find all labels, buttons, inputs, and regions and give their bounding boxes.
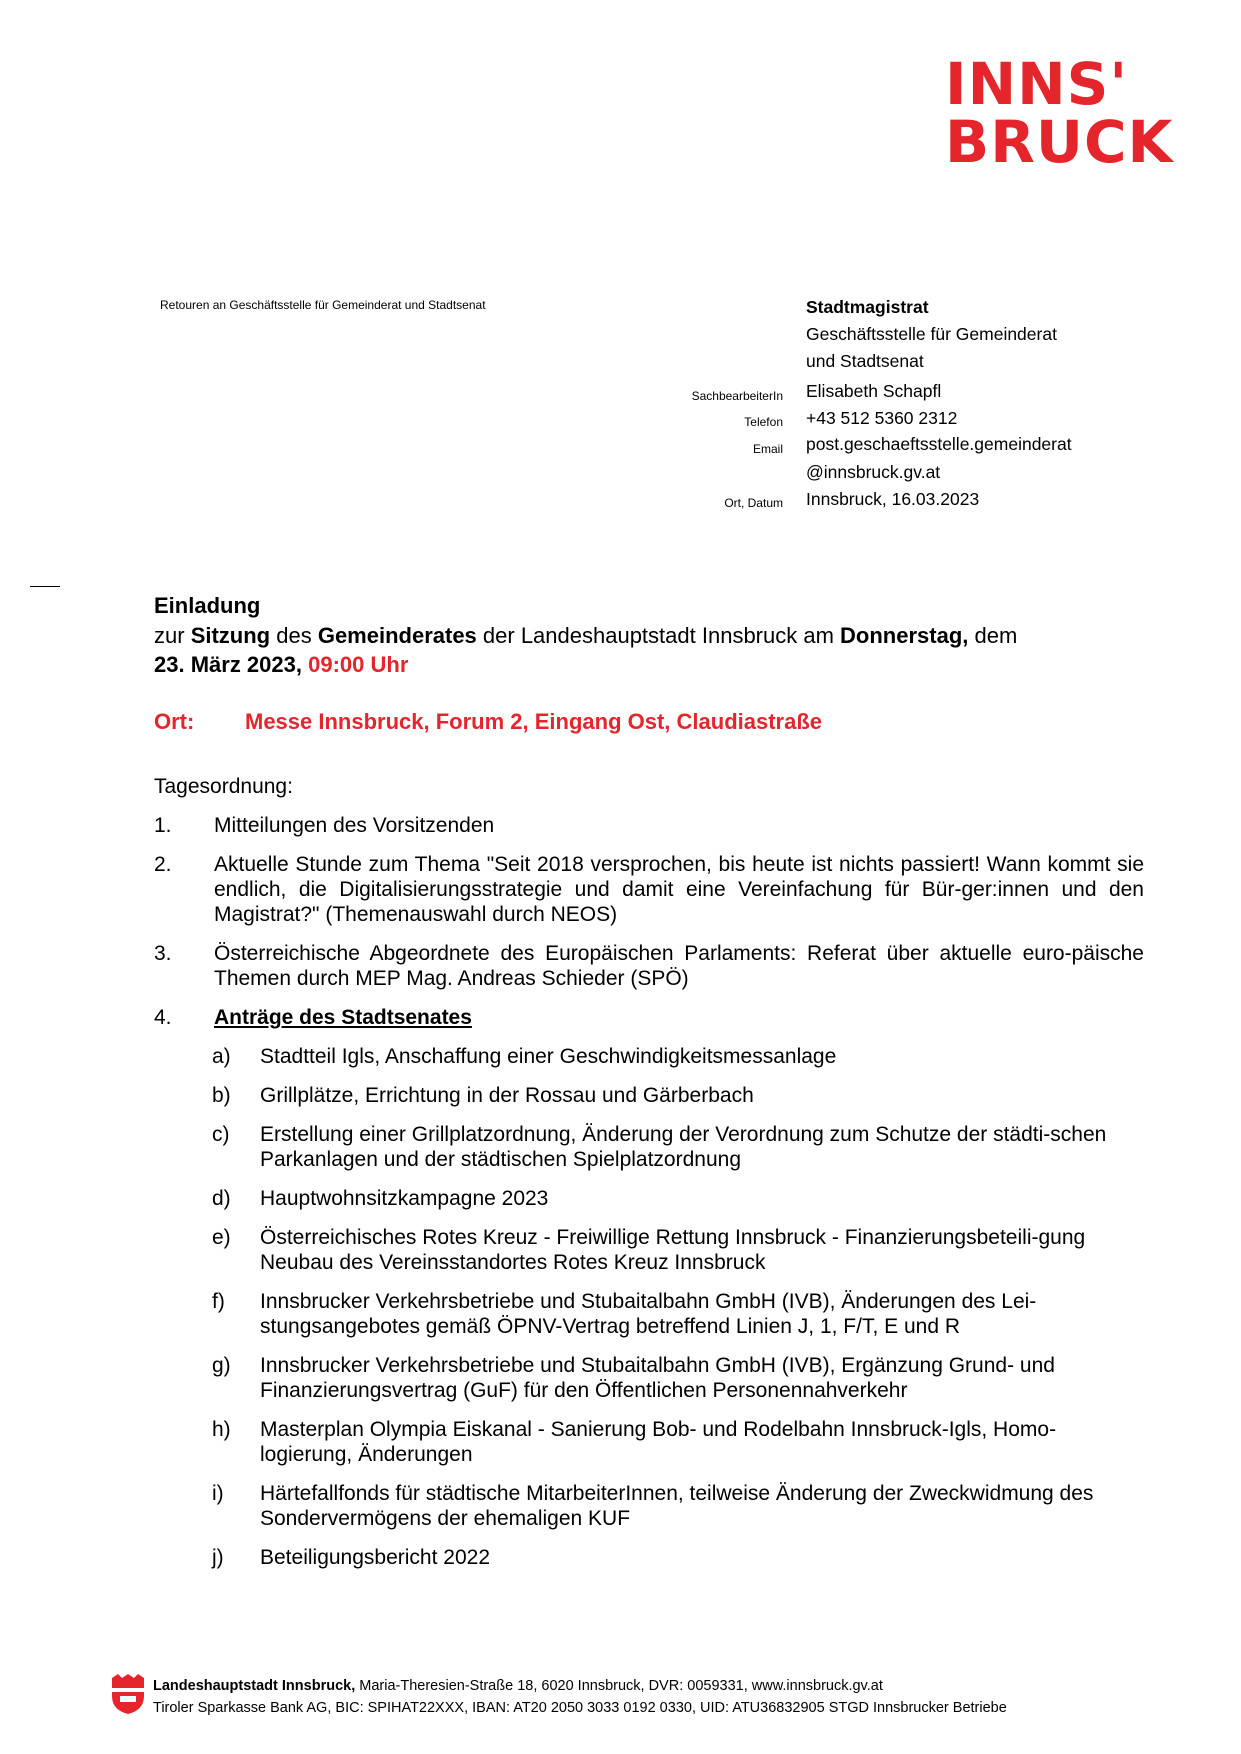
footer-address: Maria-Theresien-Straße 18, 6020 Innsbruck, DVR: 0059331, www.innsbruck.gv.at <box>355 1678 883 1694</box>
agenda-item-number: 2. <box>154 853 172 876</box>
agenda-item-number: 3. <box>154 942 172 965</box>
subitem-letter: e) <box>212 1226 231 1249</box>
meeting-date: 23. März 2023, <box>154 652 302 677</box>
footer <box>153 1675 1007 1719</box>
invitation-title: Einladung <box>154 593 261 618</box>
subitem-letter: f) <box>212 1290 225 1313</box>
return-address: Retouren an Geschäftsstelle für Gemeinderat und Stadtsenat <box>160 298 486 312</box>
invitation-line-2 <box>154 652 408 678</box>
agenda-item-text: Österreichische Abgeordnete des Europäischen Parlaments: Referat über aktuelle euro-päische Themen durch MEP Mag. Andreas Schieder (SPÖ) <box>214 942 1144 990</box>
sender-org: Stadtmagistrat <box>806 297 929 317</box>
sender-dept-1: Geschäftsstelle für Gemeinderat <box>806 324 1057 344</box>
city-crest-icon <box>110 1674 146 1714</box>
subitem-text: Hauptwohnsitzkampagne 2023 <box>260 1187 549 1210</box>
subitem-text: Stadtteil Igls, Anschaffung einer Geschwindigkeitsmessanlage <box>260 1045 837 1068</box>
label-email: Email <box>752 442 783 456</box>
agenda-subitem <box>154 1186 1144 1211</box>
inv-text-e: der Landeshauptstadt Innsbruck am <box>476 623 841 648</box>
inv-text-g: dem <box>968 623 1018 648</box>
subitem-text: Innsbrucker Verkehrsbetriebe und Stubaitalbahn GmbH (IVB), Änderungen des Lei-stungsangebotes gemäß ÖPNV-Vertrag betreffend Linien J, 1, F/T, E und R <box>260 1290 1037 1338</box>
subitem-letter: a) <box>212 1045 231 1068</box>
agenda <box>154 775 1144 1584</box>
inv-text-a: zur <box>154 623 191 648</box>
agenda-subitem <box>154 1225 1144 1275</box>
agenda-item <box>154 1005 1144 1030</box>
agenda-item-number: 1. <box>154 814 172 837</box>
location-label: Ort: <box>154 709 195 734</box>
subitem-text-2: Neubau des Vereinsstandortes Rotes Kreuz Innsbruck <box>260 1251 766 1274</box>
logo-line-1: INNS' <box>945 50 1129 118</box>
subitem-text: Härtefallfonds für städtische MitarbeiterInnen, teilweise Änderung der Zweckwidmung des Sondervermögens der ehemaligen KUF <box>260 1482 1094 1530</box>
subitem-letter: j) <box>212 1546 224 1569</box>
agenda-title: Tagesordnung: <box>154 775 293 798</box>
sender-phone: +43 512 5360 2312 <box>806 408 958 428</box>
sender-person: Elisabeth Schapfl <box>806 381 942 401</box>
invitation-line-1 <box>154 623 1017 649</box>
sender-place-date: Innsbruck, 16.03.2023 <box>806 489 980 509</box>
footer-line-2: Tiroler Sparkasse Bank AG, BIC: SPIHAT22XXX, IBAN: AT20 2050 3033 0192 0330, UID: ATU36832905 STGD Innsbrucker Betriebe <box>153 1700 1007 1716</box>
inv-text-b: Sitzung <box>190 623 271 648</box>
label-phone: Telefon <box>744 415 783 429</box>
agenda-subitem <box>154 1122 1144 1172</box>
agenda-subitem <box>154 1417 1144 1467</box>
footer-org: Landeshauptstadt Innsbruck, <box>153 1678 356 1694</box>
sender-email-1: post.geschaeftsstelle.gemeinderat <box>806 434 1072 454</box>
subitem-letter: b) <box>212 1084 231 1107</box>
meeting-time: 09:00 Uhr <box>308 652 409 677</box>
agenda-subitem <box>154 1545 1144 1570</box>
subitem-text: Grillplätze, Errichtung in der Rossau und Gärberbach <box>260 1084 754 1107</box>
agenda-subitem <box>154 1481 1144 1531</box>
agenda-item-number: 4. <box>154 1006 172 1029</box>
subitem-text: Erstellung einer Grillplatzordnung, Änderung der Verordnung zum Schutze der städti-schen Parkanlagen und der städtischen Spielplatzordnung <box>260 1123 1107 1171</box>
subitem-letter: i) <box>212 1482 224 1505</box>
agenda-subitem <box>154 1083 1144 1108</box>
agenda-item-text: Mitteilungen des Vorsitzenden <box>214 814 495 837</box>
subitem-text: Österreichisches Rotes Kreuz - Freiwillige Rettung Innsbruck - Finanzierungsbeteili-gung <box>260 1226 1086 1249</box>
subitem-letter: g) <box>212 1354 231 1377</box>
subitem-text: Masterplan Olympia Eiskanal - Sanierung Bob- und Rodelbahn Innsbruck-Igls, Homo-logierung, Änderungen <box>260 1418 1057 1466</box>
fold-mark <box>30 586 60 587</box>
inv-text-f: Donnerstag, <box>840 623 969 648</box>
footer-line-1 <box>153 1675 1007 1697</box>
agenda-item-text: Aktuelle Stunde zum Thema "Seit 2018 versprochen, bis heute ist nichts passiert! Wann kommt sie endlich, die Digitalisierungsstrategie und damit eine Vereinfachung für Bür-ger:innen und den Magistrat?" (Themenauswahl durch NEOS) <box>214 853 1144 926</box>
subitem-letter: d) <box>212 1187 231 1210</box>
agenda-item <box>154 813 1144 838</box>
inv-text-c: des <box>270 623 318 648</box>
agenda-subitem <box>154 1044 1144 1069</box>
subitem-text: Innsbrucker Verkehrsbetriebe und Stubaitalbahn GmbH (IVB), Ergänzung Grund- und Finanzierungsvertrag (GuF) für den Öffentlichen Personennahverkehr <box>260 1354 1055 1402</box>
subitem-text: Beteiligungsbericht 2022 <box>260 1546 490 1569</box>
sender-email-2: @innsbruck.gv.at <box>806 462 941 482</box>
subitem-letter: h) <box>212 1418 231 1441</box>
innsbruck-logo <box>945 50 1190 176</box>
agenda-item <box>154 852 1144 927</box>
sender-dept-2: und Stadtsenat <box>806 351 924 371</box>
agenda-subitem <box>154 1353 1144 1403</box>
logo-line-2: BRUCK <box>945 108 1174 176</box>
subitem-text-block <box>260 1225 1144 1275</box>
agenda-subitem <box>154 1289 1144 1339</box>
label-place-date: Ort, Datum <box>724 496 783 510</box>
agenda-item <box>154 941 1144 991</box>
location-value: Messe Innsbruck, Forum 2, Eingang Ost, Claudiastraße <box>245 709 823 734</box>
inv-text-d: Gemeinderates <box>317 623 477 648</box>
agenda-section-heading: Anträge des Stadtsenates <box>214 1006 472 1029</box>
subitem-letter: c) <box>212 1123 230 1146</box>
label-person: SachbearbeiterIn <box>691 389 783 403</box>
